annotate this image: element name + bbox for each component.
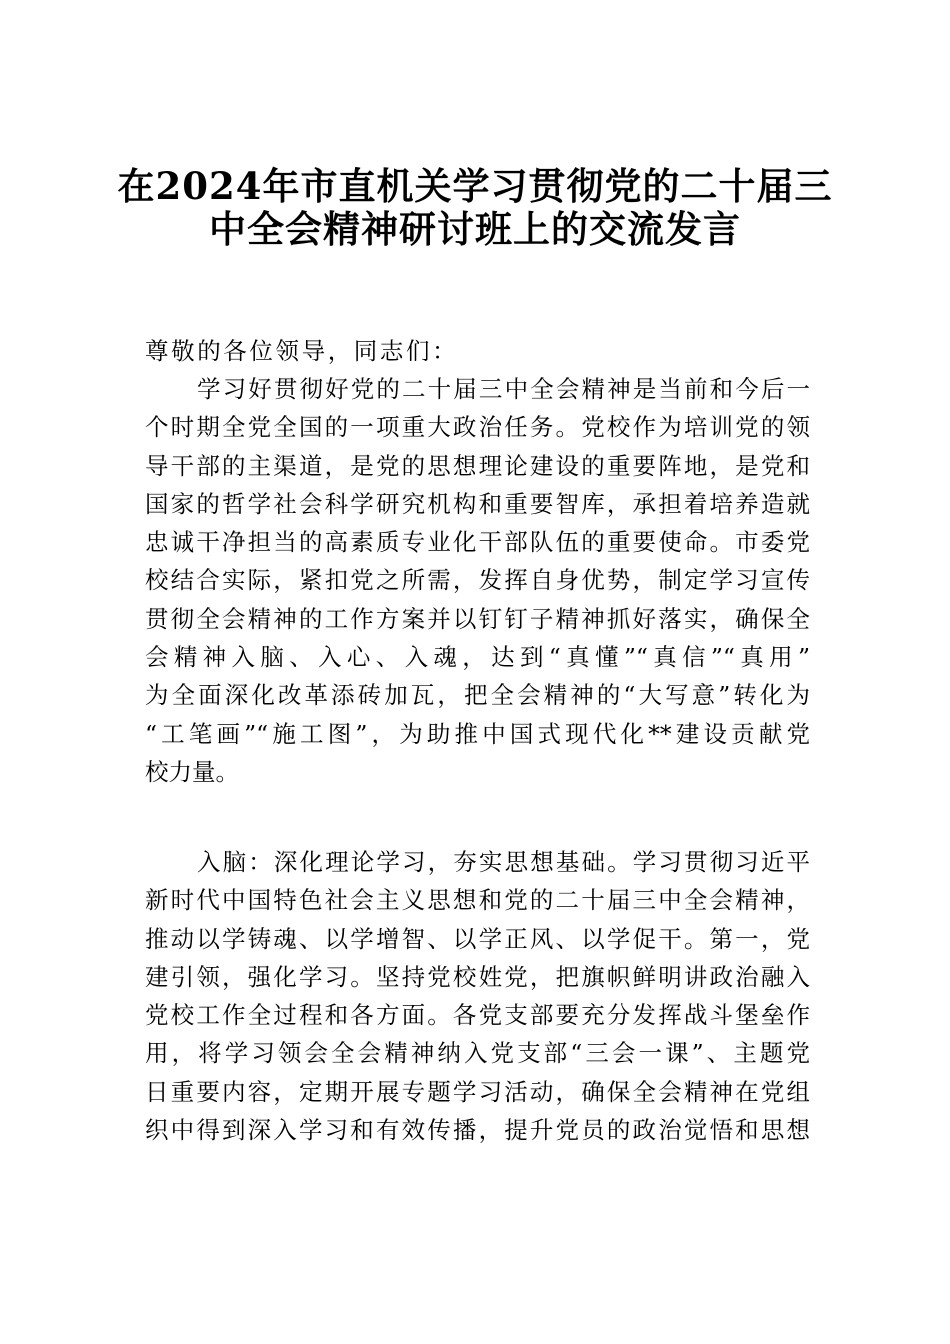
paragraph-line: 贯彻全会精神的工作方案并以钉钉子精神抓好落实，确保全 bbox=[145, 604, 810, 633]
paragraph-line: 忠诚干净担当的高素质专业化干部队伍的重要使命。市委党 bbox=[145, 528, 810, 557]
document-title-line-1: 在2024年市直机关学习贯彻党的二十届三 bbox=[117, 164, 833, 208]
paragraph-line: 新时代中国特色社会主义思想和党的二十届三中全会精神， bbox=[145, 886, 810, 915]
paragraph-line: 个时期全党全国的一项重大政治任务。党校作为培训党的领 bbox=[145, 413, 810, 442]
paragraph-line: 国家的哲学社会科学研究机构和重要智库，承担着培养造就 bbox=[145, 489, 810, 518]
paragraph-line: 校力量。 bbox=[145, 757, 239, 786]
paragraph-line: “工笔画”“施工图”，为助推中国式现代化**建设贡献党 bbox=[145, 719, 810, 748]
paragraph-line: 用，将学习领会全会精神纳入党支部“三会一课”、主题党 bbox=[145, 1039, 810, 1068]
paragraph-line: 推动以学铸魂、以学增智、以学正风、以学促干。第一，党 bbox=[145, 924, 810, 953]
paragraph-2 bbox=[145, 843, 810, 1149]
document-title-line-2: 中全会精神研讨班上的交流发言 bbox=[209, 207, 741, 251]
paragraph-line: 织中得到深入学习和有效传播，提升党员的政治觉悟和思想 bbox=[145, 1116, 810, 1145]
paragraph-line: 为全面深化改革添砖加瓦，把全会精神的“大写意”转化为 bbox=[145, 681, 810, 710]
paragraph-line: 导干部的主渠道，是党的思想理论建设的重要阵地，是党和 bbox=[145, 451, 810, 480]
paragraph-line: 校结合实际，紧扣党之所需，发挥自身优势，制定学习宣传 bbox=[145, 566, 810, 595]
salutation: 尊敬的各位领导，同志们： bbox=[145, 337, 459, 365]
paragraph-line: 入脑：深化理论学习，夯实思想基础。学习贯彻习近平 bbox=[197, 848, 810, 876]
paragraph-line: 建引领，强化学习。坚持党校姓党，把旗帜鲜明讲政治融入 bbox=[145, 962, 810, 991]
paragraph-1 bbox=[145, 370, 810, 791]
paragraph-line: 学习好贯彻好党的二十届三中全会精神是当前和今后一 bbox=[197, 375, 810, 403]
paragraph-line: 党校工作全过程和各方面。各党支部要充分发挥战斗堡垒作 bbox=[145, 1001, 810, 1030]
paragraph-line: 会精神入脑、入心、入魂，达到“真懂”“真信”“真用” bbox=[145, 643, 810, 672]
paragraph-line: 日重要内容，定期开展专题学习活动，确保全会精神在党组 bbox=[145, 1077, 810, 1106]
